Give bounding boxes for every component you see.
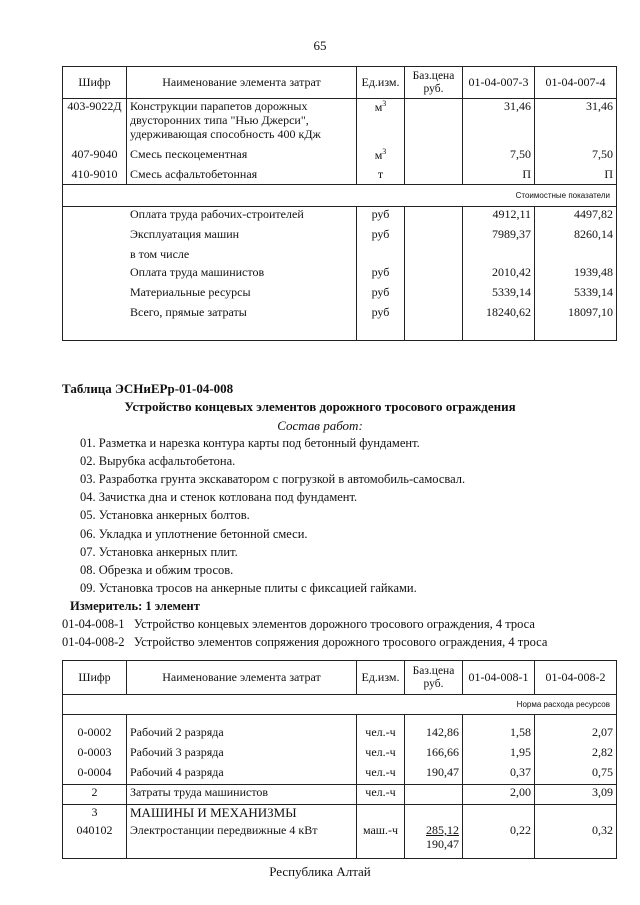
variant-text: Устройство концевых элементов дорожного тросового ограждения, 4 троса: [133, 617, 535, 631]
summary-price: [405, 227, 463, 247]
summary-row: [63, 285, 617, 305]
unit-text: м: [374, 148, 383, 162]
price-top: 285,12: [426, 823, 459, 837]
header-name: Наименование элемента затрат: [127, 67, 357, 99]
row-value-2: П: [535, 167, 617, 185]
summary-price: [405, 265, 463, 285]
row-value-2: 0,75: [535, 765, 617, 785]
summary-value-1: 4912,11: [463, 207, 535, 227]
summary-unit: [357, 247, 405, 265]
work-item: 06. Укладка и уплотнение бетонной смеси.: [80, 527, 308, 541]
page-number: 65: [313, 38, 327, 53]
work-item: 08. Обрезка и обжим тросов.: [80, 563, 234, 577]
group-price: [405, 785, 463, 805]
row-name: Рабочий 3 разряда: [127, 745, 357, 765]
work-item: 01. Разметка и нарезка контура карты под бетонный фундамент.: [80, 436, 420, 450]
summary-value-2: 5339,14: [535, 285, 617, 305]
group-value-2: 3,09: [535, 785, 617, 805]
summary-value-2: 18097,10: [535, 305, 617, 341]
summary-value-1: [463, 247, 535, 265]
price-bottom: 190,47: [426, 837, 459, 851]
work-item: 04. Зачистка дна и стенок котлована под фундамент.: [80, 490, 358, 504]
name-line: удерживающая способность 400 кДж: [130, 127, 321, 141]
row-value-2: 2,82: [535, 745, 617, 765]
header-price: Баз.цена руб.: [405, 661, 463, 695]
header-variant-2: 01-04-007-4: [535, 67, 617, 99]
summary-value-2: 1939,48: [535, 265, 617, 285]
row-unit: чел.-ч: [357, 745, 405, 765]
variant-text: Устройство элементов сопряжения дорожного тросового ограждения, 4 троса: [133, 635, 548, 649]
row-code: 0-0003: [63, 745, 127, 765]
row-price: 190,47: [405, 765, 463, 785]
resource-table-1: [62, 66, 617, 341]
header-unit: Ед.изм.: [357, 67, 405, 99]
row-price: [405, 147, 463, 167]
summary-price: [405, 305, 463, 341]
summary-unit: руб: [357, 305, 405, 341]
row-value-1: 31,46: [463, 99, 535, 147]
work-item: 07. Установка анкерных плит.: [80, 545, 238, 559]
summary-value-1: 2010,42: [463, 265, 535, 285]
row-value-1: 0,22: [463, 823, 535, 859]
summary-value-1: 7989,37: [463, 227, 535, 247]
table-row: [63, 147, 617, 167]
summary-spacer: [63, 247, 127, 265]
row-value-2: 7,50: [535, 147, 617, 167]
resource-table-2: [62, 660, 617, 859]
unit-text: т: [377, 167, 384, 181]
name-line: Конструкции парапетов дорожных: [130, 99, 308, 113]
header-variant-2: 01-04-008-2: [535, 661, 617, 695]
summary-name: Оплата труда машинистов: [127, 265, 357, 285]
summary-price: [405, 247, 463, 265]
summary-price: [405, 207, 463, 227]
group-row: [63, 785, 617, 805]
section-label: Норма расхода ресурсов: [63, 695, 617, 715]
row-name: Рабочий 2 разряда: [127, 725, 357, 745]
row-value-2: 2,07: [535, 725, 617, 745]
unit-text: м: [374, 100, 383, 114]
row-value-2: 31,46: [535, 99, 617, 147]
summary-row: [63, 247, 617, 265]
work-item: 09. Установка тросов на анкерные плиты с фиксацией гайками.: [80, 581, 417, 595]
summary-name: Эксплуатация машин: [127, 227, 357, 247]
row-unit: [357, 167, 405, 185]
header-variant-1: 01-04-007-3: [463, 67, 535, 99]
row-price: [405, 167, 463, 185]
header-price: Баз.цена руб.: [405, 67, 463, 99]
measure: Измеритель: 1 элемент: [70, 599, 200, 613]
summary-price: [405, 285, 463, 305]
summary-row: [63, 207, 617, 227]
summary-value-2: 8260,14: [535, 227, 617, 247]
row-value-1: 1,58: [463, 725, 535, 745]
summary-unit: руб: [357, 207, 405, 227]
table-row: [63, 167, 617, 185]
summary-spacer: [63, 265, 127, 285]
name-line: двусторонних типа "Нью Джерси",: [130, 113, 309, 127]
group-name: Затраты труда машинистов: [127, 785, 357, 805]
row-name: Смесь асфальтобетонная: [127, 167, 357, 185]
work-heading: Состав работ:: [277, 418, 363, 433]
section-label: Стоимостные показатели: [63, 185, 617, 207]
summary-unit: руб: [357, 265, 405, 285]
summary-value-2: [535, 247, 617, 265]
variant-code: 01-04-008-1: [62, 617, 125, 631]
table-row: [63, 823, 617, 859]
summary-value-1: 18240,62: [463, 305, 535, 341]
work-item: 05. Установка анкерных болтов.: [80, 508, 250, 522]
table-title: Устройство концевых элементов дорожного тросового ограждения: [124, 399, 516, 414]
row-name: [127, 99, 357, 147]
header-unit: Ед.изм.: [357, 661, 405, 695]
row-value-1: 1,95: [463, 745, 535, 765]
row-unit: маш.-ч: [357, 823, 405, 859]
summary-row: [63, 265, 617, 285]
group-unit: чел.-ч: [357, 785, 405, 805]
summary-unit: руб: [357, 285, 405, 305]
row-value-1: 7,50: [463, 147, 535, 167]
row-price: [405, 823, 463, 859]
summary-unit: руб: [357, 227, 405, 247]
row-value-2: 0,32: [535, 823, 617, 859]
variant-code: 01-04-008-2: [62, 635, 125, 649]
row-price: 166,66: [405, 745, 463, 765]
header-code: Шифр: [63, 67, 127, 99]
table-row: [63, 745, 617, 765]
row-value-1: П: [463, 167, 535, 185]
group-price: [405, 805, 463, 823]
row-value-1: 0,37: [463, 765, 535, 785]
table-row: [63, 765, 617, 785]
row-code: 040102: [63, 823, 127, 859]
row-name: Смесь пескоцементная: [127, 147, 357, 167]
group-value-1: [463, 805, 535, 823]
row-name: Электростанции передвижные 4 кВт: [127, 823, 357, 859]
row-price: 142,86: [405, 725, 463, 745]
row-code: 407-9040: [63, 147, 127, 167]
row-code: 0-0004: [63, 765, 127, 785]
row-price: [405, 99, 463, 147]
row-code: 410-9010: [63, 167, 127, 185]
summary-spacer: [63, 305, 127, 341]
summary-name: в том числе: [127, 247, 357, 265]
row-unit: чел.-ч: [357, 765, 405, 785]
summary-spacer: [63, 227, 127, 247]
table-caption: Таблица ЭСНиЕРр-01-04-008: [62, 381, 234, 396]
header-name: Наименование элемента затрат: [127, 661, 357, 695]
variant-line: [62, 635, 547, 650]
work-item: 02. Вырубка асфальтобетона.: [80, 454, 236, 468]
table-row: [63, 725, 617, 745]
unit-superscript: 3: [382, 99, 387, 108]
row-name: Рабочий 4 разряда: [127, 765, 357, 785]
row-unit: чел.-ч: [357, 725, 405, 745]
group-value-1: 2,00: [463, 785, 535, 805]
summary-name: Всего, прямые затраты: [127, 305, 357, 341]
group-value-2: [535, 805, 617, 823]
summary-row: [63, 305, 617, 341]
summary-spacer: [63, 285, 127, 305]
header-variant-1: 01-04-008-1: [463, 661, 535, 695]
group-code: 3: [63, 805, 127, 823]
row-code: 0-0002: [63, 725, 127, 745]
group-name: МАШИНЫ И МЕХАНИЗМЫ: [127, 805, 357, 823]
group-unit: [357, 805, 405, 823]
summary-name: Оплата труда рабочих-строителей: [127, 207, 357, 227]
summary-value-2: 4497,82: [535, 207, 617, 227]
summary-spacer: [63, 207, 127, 227]
row-unit: [357, 147, 405, 167]
row-unit: [357, 99, 405, 147]
group-code: 2: [63, 785, 127, 805]
header-code: Шифр: [63, 661, 127, 695]
unit-superscript: 3: [382, 147, 387, 156]
row-code: 403-9022Д: [63, 99, 127, 147]
footer-region: Республика Алтай: [269, 864, 371, 879]
summary-value-1: 5339,14: [463, 285, 535, 305]
table-row: [63, 99, 617, 147]
variant-line: [62, 617, 535, 632]
work-item: 03. Разработка грунта экскаватором с погрузкой в автомобиль-самосвал.: [80, 472, 466, 486]
summary-name: Материальные ресурсы: [127, 285, 357, 305]
group-row: [63, 805, 617, 823]
summary-row: [63, 227, 617, 247]
